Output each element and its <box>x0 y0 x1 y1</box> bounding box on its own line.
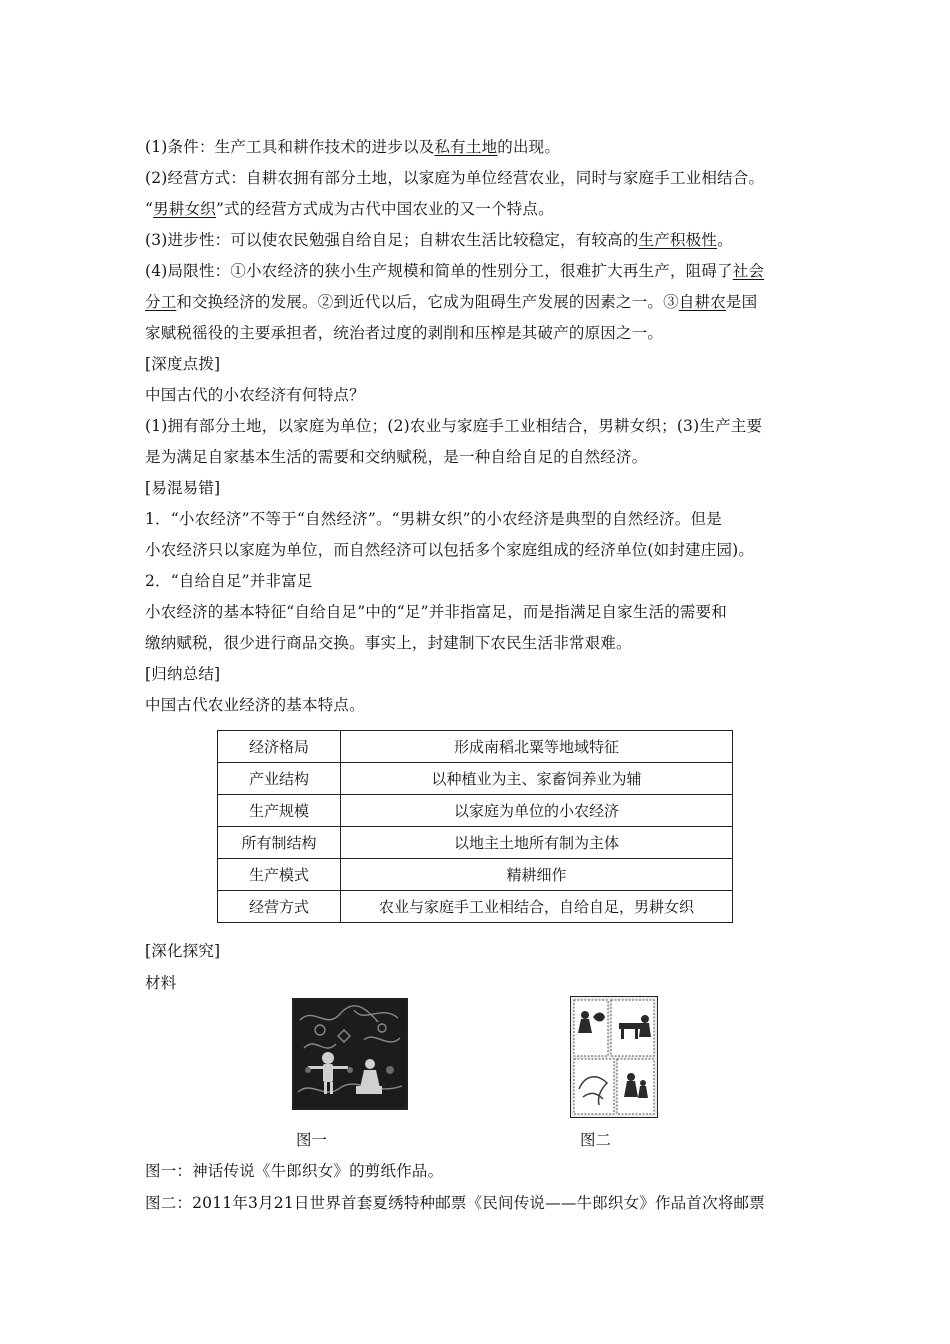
summary-row-key: 经营方式 <box>218 891 341 923</box>
confuse-p2-line-1: 小农经济的基本特征“自给自足”中的“足”并非指富足，而是指满足自家生活的需要和 <box>145 603 727 621</box>
summary-row-key: 生产规模 <box>218 795 341 827</box>
summary-row-value: 以家庭为单位的小农经济 <box>341 795 733 827</box>
summary-row-value: 精耕细作 <box>341 859 733 891</box>
figure-1-description: 图一：神话传说《牛郎织女》的剪纸作品。 <box>145 1162 444 1180</box>
condition-line <box>145 132 810 163</box>
limits-key-term-1b: 分工 <box>145 293 177 311</box>
summary-row-value: 以种植业为主、家畜饲养业为辅 <box>341 763 733 795</box>
depth-heading: [深度点拨] <box>145 355 221 373</box>
confuse-p2-line-2: 缴纳赋税，很少进行商品交换。事实上，封建制下农民生活非常艰难。 <box>145 634 632 652</box>
summary-table-row <box>218 763 733 795</box>
depth-question: 中国古代的小农经济有何特点？ <box>145 386 365 404</box>
progress-text: (3)进步性：可以使农民勉强自给自足；自耕农生活比较稳定，有较高的 <box>145 231 639 249</box>
summary-row-value: 农业与家庭手工业相结合，自给自足，男耕女织 <box>341 891 733 923</box>
limits-text: (4)局限性：①小农经济的狭小生产规模和简单的性别分工，很难扩大再生产，阻碍了 <box>145 262 733 280</box>
mode-text-end: ”式的经营方式成为古代中国农业的又一个特点。 <box>215 200 554 218</box>
depth-answer-line-1: (1)拥有部分土地，以家庭为单位；(2)农业与家庭手工业相结合，男耕女织；(3)生产主要 <box>145 417 763 435</box>
summary-row-value: 形成南稻北粟等地域特征 <box>341 731 733 763</box>
figure-2-caption: 图二 <box>580 1131 612 1149</box>
depth-answer-line-2: 是为满足自家基本生活的需要和交纳赋税，是一种自给自足的自然经济。 <box>145 448 648 466</box>
summary-heading: [归纳总结] <box>145 665 221 683</box>
limits-text-end: 是国 <box>725 293 758 311</box>
mode-line-2 <box>145 194 810 225</box>
quote-open: “ <box>145 200 154 218</box>
summary-row-key: 生产模式 <box>218 859 341 891</box>
limits-text-mid: 和交换经济的发展。②到近代以后，它成为阻碍生产发展的因素之一。③ <box>176 293 679 311</box>
limits-line-2 <box>145 287 810 318</box>
progress-line <box>145 225 810 256</box>
material-label: 材料 <box>145 974 177 992</box>
summary-table-row <box>218 859 733 891</box>
limits-key-term-2: 自耕农 <box>678 293 726 311</box>
summary-row-key: 经济格局 <box>218 731 341 763</box>
document-body <box>145 132 810 714</box>
confuse-p1-line-2: 小农经济只以家庭为单位，而自然经济可以包括多个家庭组成的经济单位(如封建庄园)。 <box>145 541 755 559</box>
summary-intro: 中国古代农业经济的基本特点。 <box>145 696 365 714</box>
condition-text: (1)条件：生产工具和耕作技术的进步以及 <box>145 138 435 156</box>
summary-table-row <box>218 731 733 763</box>
summary-table-row <box>218 795 733 827</box>
limits-line-3: 家赋税徭役的主要承担者，统治者过度的剥削和压榨是其破产的原因之一。 <box>145 324 664 342</box>
condition-key-term: 私有土地 <box>434 138 498 156</box>
progress-text-end: 。 <box>717 231 733 249</box>
figure-2-stamps-image <box>570 996 658 1118</box>
summary-table-row <box>218 827 733 859</box>
limits-key-term-1a: 社会 <box>732 262 765 280</box>
progress-key-term: 生产积极性 <box>638 231 718 249</box>
summary-row-key: 所有制结构 <box>218 827 341 859</box>
limits-line-1 <box>145 256 810 287</box>
explore-heading: [深化探究] <box>145 942 221 960</box>
summary-table-row <box>218 891 733 923</box>
confuse-heading: [易混易错] <box>145 479 221 497</box>
figure-1-caption: 图一 <box>296 1131 328 1149</box>
mode-key-term: 男耕女织 <box>153 200 216 218</box>
summary-row-key: 产业结构 <box>218 763 341 795</box>
stamps-illustration <box>571 997 657 1117</box>
confuse-p1-line-1: 1．“小农经济”不等于“自然经济”。“男耕女织”的小农经济是典型的自然经济。但是 <box>145 510 722 528</box>
summary-table <box>217 730 733 923</box>
figure-2-description: 图二：2011年3月21日世界首套夏绣特种邮票《民间传说——牛郎织女》作品首次将邮票 <box>145 1194 765 1212</box>
condition-text-end: 的出现。 <box>497 138 561 156</box>
confuse-p2-title: 2．“自给自足”并非富足 <box>145 572 313 590</box>
summary-row-value: 以地主土地所有制为主体 <box>341 827 733 859</box>
papercut-illustration <box>294 1000 406 1108</box>
mode-line-1: (2)经营方式：自耕农拥有部分土地，以家庭为单位经营农业，同时与家庭手工业相结合。 <box>145 169 765 187</box>
figure-1-papercut-image <box>292 998 408 1110</box>
